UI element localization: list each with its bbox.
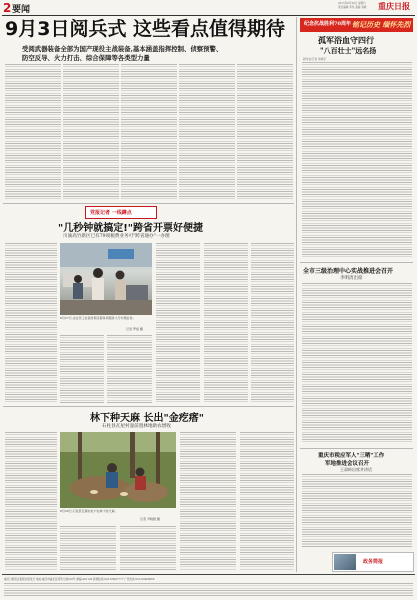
right-bottom-headline: 重庆市税应军人"三晒"工作 bbox=[318, 453, 385, 459]
forest-scene bbox=[60, 432, 176, 508]
footer-text: 重庆日报报业集团出版发行 地址:重庆市渝北区同茂大道416号 邮编:401120 新闻热线:023-63907777 广告热线:023-63906666 bbox=[4, 578, 155, 581]
editor-line: 责任编辑 李凤 美编 刘敏 bbox=[338, 6, 367, 9]
lead-subhead-1: 受阅武器装备全部为国产现役主战装备,基本涵盖指挥控制、侦察预警、 bbox=[22, 45, 223, 53]
right-mid-subhead: 李明清出席 bbox=[340, 276, 363, 281]
date-line: 2015年8月29日 星期六 bbox=[338, 2, 366, 5]
right-bottom-headline-2: 军地推进会议召开 bbox=[325, 461, 370, 467]
middle-headline: "几秒钟就搞定!"跨省开票好便捷 bbox=[58, 223, 203, 234]
bottom-subhead: 石柱县瓦屋村壶前置林地助农增收 bbox=[102, 424, 171, 429]
bottom-body-col-2 bbox=[60, 526, 116, 570]
right-mid-body bbox=[302, 283, 412, 443]
right-story-subhead: "八百壮士"远名扬 bbox=[320, 46, 377, 55]
middle-photo-credit: 记者 罗斌 摄 bbox=[126, 327, 143, 331]
forest-gastrodia-photo bbox=[60, 432, 176, 508]
footer-fine-print bbox=[4, 583, 413, 597]
footer-rule bbox=[2, 574, 415, 575]
masthead bbox=[0, 0, 417, 14]
middle-body-col-3 bbox=[107, 335, 152, 403]
right-banner-title: 纪念抗战胜利70周年 bbox=[304, 21, 351, 27]
middle-body-left bbox=[5, 243, 57, 403]
brand-logo: 重庆日报 bbox=[378, 1, 410, 11]
middle-body-col-4 bbox=[156, 243, 200, 403]
bottom-body-col-4 bbox=[180, 432, 236, 570]
bottom-body-left bbox=[5, 432, 57, 570]
bottom-photo-credit: 记者 尹晓强 摄 bbox=[140, 517, 160, 521]
middle-tag bbox=[85, 206, 157, 219]
bottom-photo-caption: 8月26日,石柱县瓦屋村农户在林下挖天麻。 bbox=[60, 509, 118, 513]
middle-body-col-6 bbox=[251, 243, 294, 403]
right-story-byline: 新华社记者 李晓宇 bbox=[303, 57, 327, 61]
middle-body-col-2 bbox=[60, 335, 104, 403]
column-divider bbox=[296, 17, 297, 572]
lead-bottom-rule bbox=[3, 203, 294, 204]
right-rule-1 bbox=[300, 262, 413, 263]
right-story-headline: 孤军浴血守四行 bbox=[318, 35, 374, 45]
middle-bottom-rule bbox=[3, 406, 294, 407]
right-bottom-body bbox=[302, 474, 412, 548]
ad-label: 政务简报 bbox=[363, 559, 384, 565]
right-mid-headline: 全市三级治理中心实战推进会召开 bbox=[303, 268, 394, 275]
middle-tag-label: 党报记者 一线蹲点 bbox=[90, 210, 132, 216]
lead-body-col-5 bbox=[237, 64, 293, 200]
right-banner bbox=[300, 18, 413, 32]
right-rule-2 bbox=[300, 448, 413, 449]
section-name: 要闻 bbox=[12, 5, 31, 15]
tax-hall-scene bbox=[60, 243, 152, 315]
right-story-body bbox=[302, 62, 412, 258]
tax-hall-photo bbox=[60, 243, 152, 315]
lead-subhead-2: 防空反导、火力打击、综合保障等各类型力量 bbox=[22, 54, 150, 62]
right-banner-subtitle: 铭记历史 缅怀先烈 bbox=[352, 20, 411, 29]
bottom-body-col-3 bbox=[120, 526, 176, 570]
page-number: 2 bbox=[3, 1, 12, 15]
middle-photo-caption: 8月27日,企业员工在高竹新区税务局服务大厅办理业务。 bbox=[60, 316, 136, 320]
middle-body-col-5 bbox=[204, 243, 248, 403]
ad-thumb bbox=[334, 554, 356, 570]
lead-headline: 9月3日阅兵式 这些看点值得期待 bbox=[5, 18, 286, 40]
bottom-body-col-5 bbox=[240, 432, 294, 570]
lead-body-col-2 bbox=[63, 64, 119, 200]
masthead-rule bbox=[2, 15, 415, 16]
lead-body-col-4 bbox=[179, 64, 235, 200]
lead-body-col-1 bbox=[5, 64, 61, 200]
middle-subhead: 川渝高竹新区已有79项税费业务可"跨省通办"一办理 bbox=[63, 234, 170, 239]
bottom-headline: 林下种天麻 长出"金疙瘩" bbox=[90, 413, 204, 424]
right-bottom-subhead: 王肃岭出席并讲话 bbox=[340, 467, 372, 472]
lead-body-col-3 bbox=[121, 64, 177, 200]
ad-box bbox=[332, 552, 414, 572]
